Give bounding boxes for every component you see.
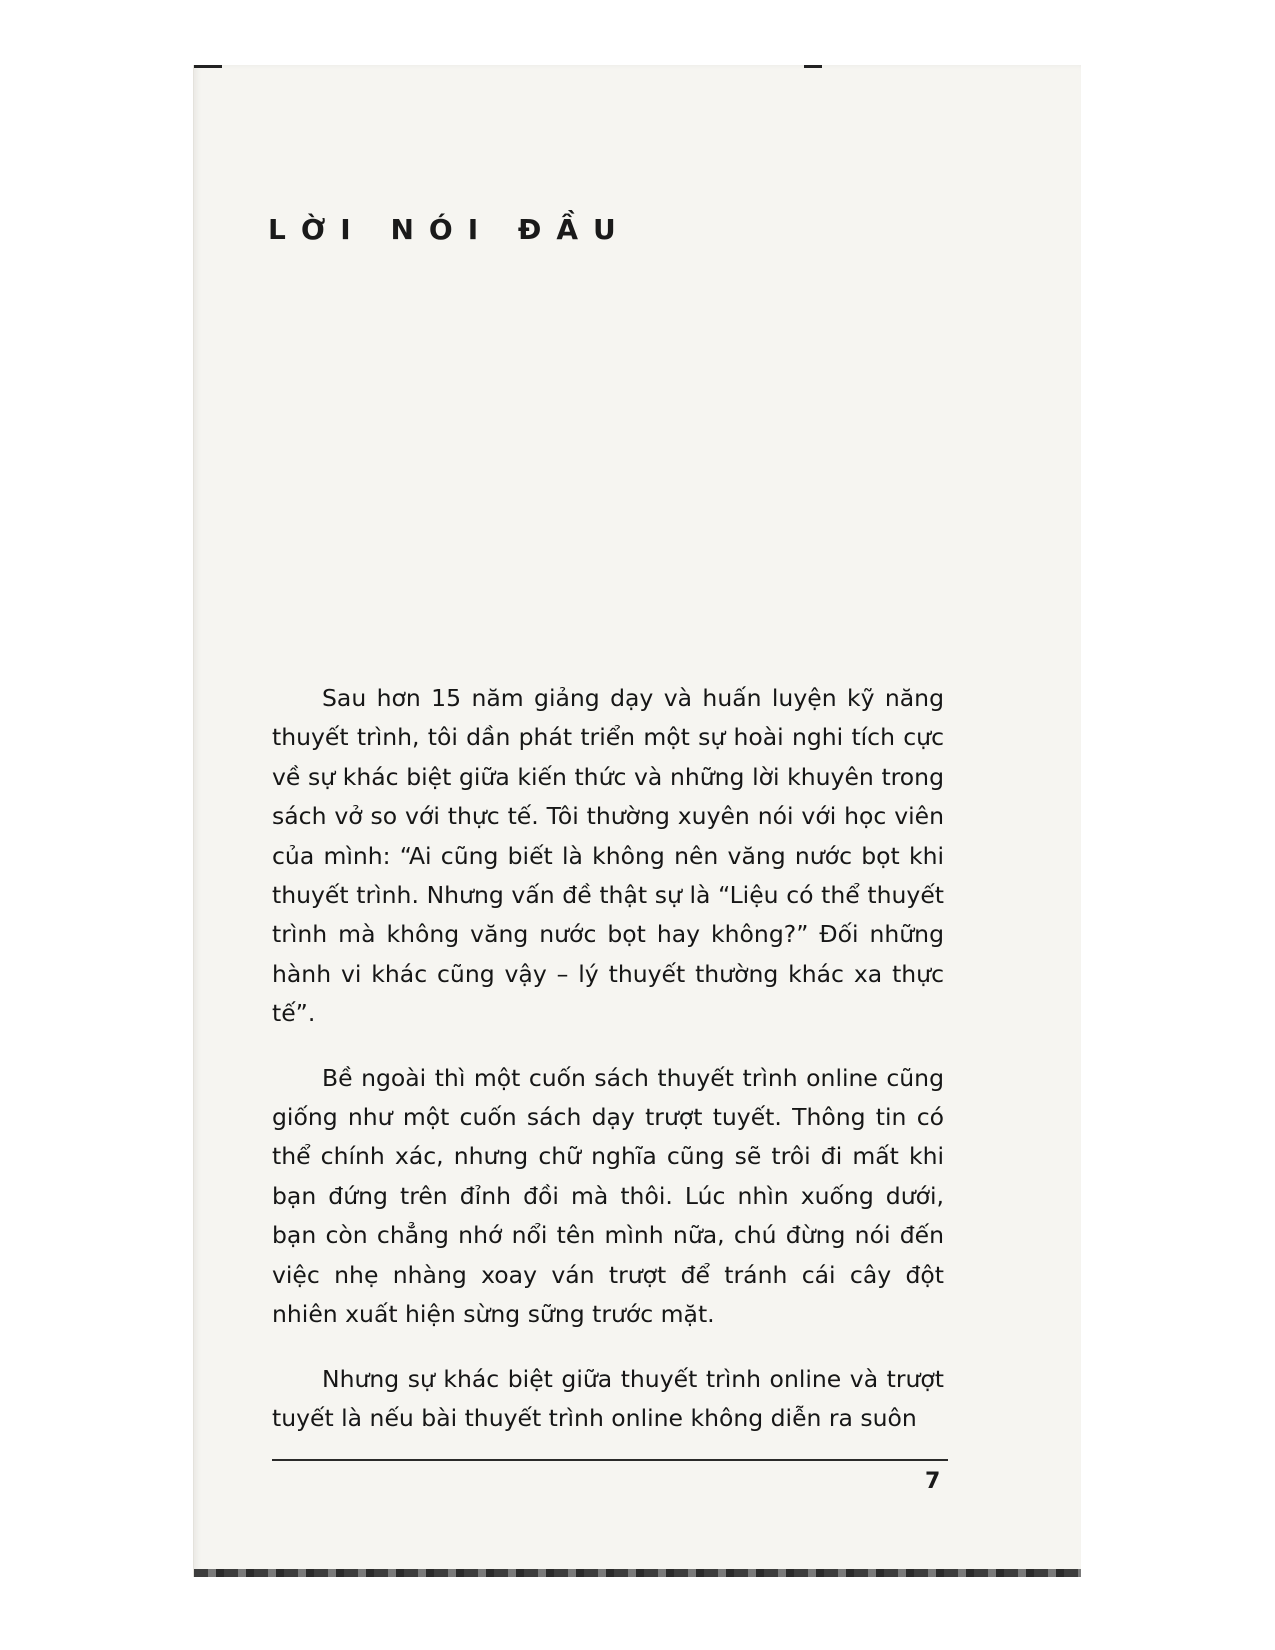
body-text xyxy=(272,679,944,1463)
top-edge-mark xyxy=(194,65,222,68)
bottom-page-edge xyxy=(194,1569,1081,1577)
paragraph: Bề ngoài thì một cuốn sách thuyết trình online cũng giống như một cuốn sách dạy trượt tuyết. Thông tin có thể chính xác, nhưng chữ nghĩa cũng sẽ trôi đi mất khi bạn đứng trên đỉnh đồi mà thôi. Lúc nhìn xuống dưới, bạn còn chẳng nhớ nổi tên mình nữa, chú đừng nói đến việc nhẹ nhàng xoay ván trượt để tránh cái cây đột nhiên xuất hiện sừng sững trước mặt. xyxy=(272,1063,944,1329)
chapter-heading: LỜI NÓI ĐẦU xyxy=(268,213,631,246)
paragraph: Sau hơn 15 năm giảng dạy và huấn luyện kỹ năng thuyết trình, tôi dần phát triển một sự hoài nghi tích cực về sự khác biệt giữa kiến thức và những lời khuyên trong sách vở so với thực tế. Tôi thường xuyên nói với học viên của mình: “Ai cũng biết là không nên văng nước bọt khi thuyết trình. Nhưng vấn đề thật sự là “Liệu có thể thuyết trình mà không văng nước bọt hay không?” Đối những hành vi khác cũng vậy – lý thuyết thường khác xa thực tế”. xyxy=(272,684,944,1028)
paragraph: Nhưng sự khác biệt giữa thuyết trình online và trượt tuyết là nếu bài thuyết trình online không diễn ra suôn xyxy=(272,1364,944,1432)
top-edge-mark xyxy=(804,65,822,68)
page-number: 7 xyxy=(925,1469,941,1494)
footer-rule xyxy=(272,1459,948,1461)
